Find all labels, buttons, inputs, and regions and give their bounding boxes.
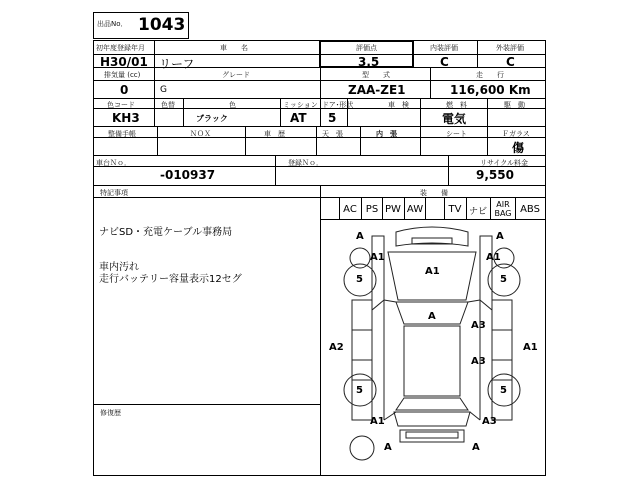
reg-year: H30/01 [100,55,148,69]
manual-label: 整備手帳 [108,130,136,138]
door-label: ドア･形状 [322,101,354,109]
equipment-abs: ABS [520,204,540,215]
grade-fl-fender: A1 [370,252,385,263]
mileage-label: 走 行 [476,71,504,79]
car-name-label: 車 名 [220,44,248,52]
grade-front-left: A [356,231,364,242]
grade-rear-left-bumper: A [384,442,392,453]
displacement: 0 [120,83,129,97]
lot-number-label: 出品No． [97,20,128,28]
grade-roof: A [428,311,436,322]
seat-label: シート [446,130,467,138]
glass-label: Ｆガラス [502,130,530,138]
grade-right-side: A1 [523,342,538,353]
equipment-label: 装 備 [420,189,448,197]
grade-rear-left: A1 [370,416,385,427]
note-line-3: 走行バッテリー容量表示12セグ [99,274,242,285]
grade-label: グレード [222,71,250,79]
fuel-label: 燃 料 [446,101,467,109]
chassis-label: 車台Ｎｏ． [96,159,131,167]
grade-fr-tire: 5 [500,274,507,285]
grade-left-side: A2 [329,342,344,353]
reg-year-label: 初年度登録年月 [96,44,145,52]
grade-fr-fender: A1 [486,252,501,263]
recycle-fee: 9,550 [476,168,514,182]
grade-right-door-rear: A3 [471,356,486,367]
grade-rl-tire: 5 [356,385,363,396]
color-code-label: 色コード [107,101,135,109]
equipment-tv: TV [448,204,462,215]
equipment-airbag: AIR BAG [494,200,512,218]
notes-label: 特記事項 [100,189,128,197]
recycle-label: リサイクル料金 [480,159,529,167]
doors: 5 [328,111,337,125]
displacement-label: 排気量 (cc) [104,71,141,79]
history-label: 車 歴 [264,130,285,138]
grade-fl-tire: 5 [356,274,363,285]
grade: G [160,85,167,95]
note-line-1: ナビSD・充電ケーブル事務局 [99,227,233,238]
grade-hood: A1 [425,266,440,277]
interior-grade-label: 内装評価 [430,44,458,52]
equipment-navi: ナビ [469,207,488,217]
color-change-label: 色替 [161,101,175,109]
equipment-pw: PW [385,204,401,215]
chassis-number: -010937 [160,168,216,182]
exterior-grade-label: 外装評価 [496,44,524,52]
equipment-aw: AW [406,204,424,215]
color-code: KH3 [112,111,140,125]
grade-rear-right-bumper: A [472,442,480,453]
sunroof-label: 天 張 [322,130,343,138]
lot-number: 1043 [138,15,186,35]
grade-rr-tire: 5 [500,385,507,396]
mission-label: ミッション [283,101,318,109]
nox-label: ＮＯＸ [190,130,211,138]
equipment-ps: PS [365,204,379,215]
model-label: 型 式 [362,71,390,79]
inspection-label: 車 検 [388,101,409,109]
equipment-ac: AC [343,204,357,215]
plate-label: 登録Ｎｏ． [288,159,323,167]
grade-rear-right: A3 [482,416,497,427]
grade-front-right: A [496,231,504,242]
color-label: 色 [229,101,236,109]
note-line-2: 車内汚れ [99,262,139,273]
model-code: ZAA-ZE1 [348,83,406,97]
glass-status: 傷 [512,141,525,155]
grade-right-door-front: A3 [471,320,486,331]
color: ブラック [196,114,228,123]
score-label: 評価点 [356,44,377,52]
mileage: 116,600 Km [450,83,531,97]
lining-label: 内 張 [376,130,397,138]
score: 3.5 [358,55,380,69]
mission: AT [290,111,307,125]
exterior-grade: C [506,55,515,69]
fuel: 電気 [442,112,467,126]
drive-label: 駆 動 [504,101,525,109]
car-name: リーフ [159,57,195,71]
repair-history-label: 修復歴 [100,409,121,417]
interior-grade: C [440,55,449,69]
